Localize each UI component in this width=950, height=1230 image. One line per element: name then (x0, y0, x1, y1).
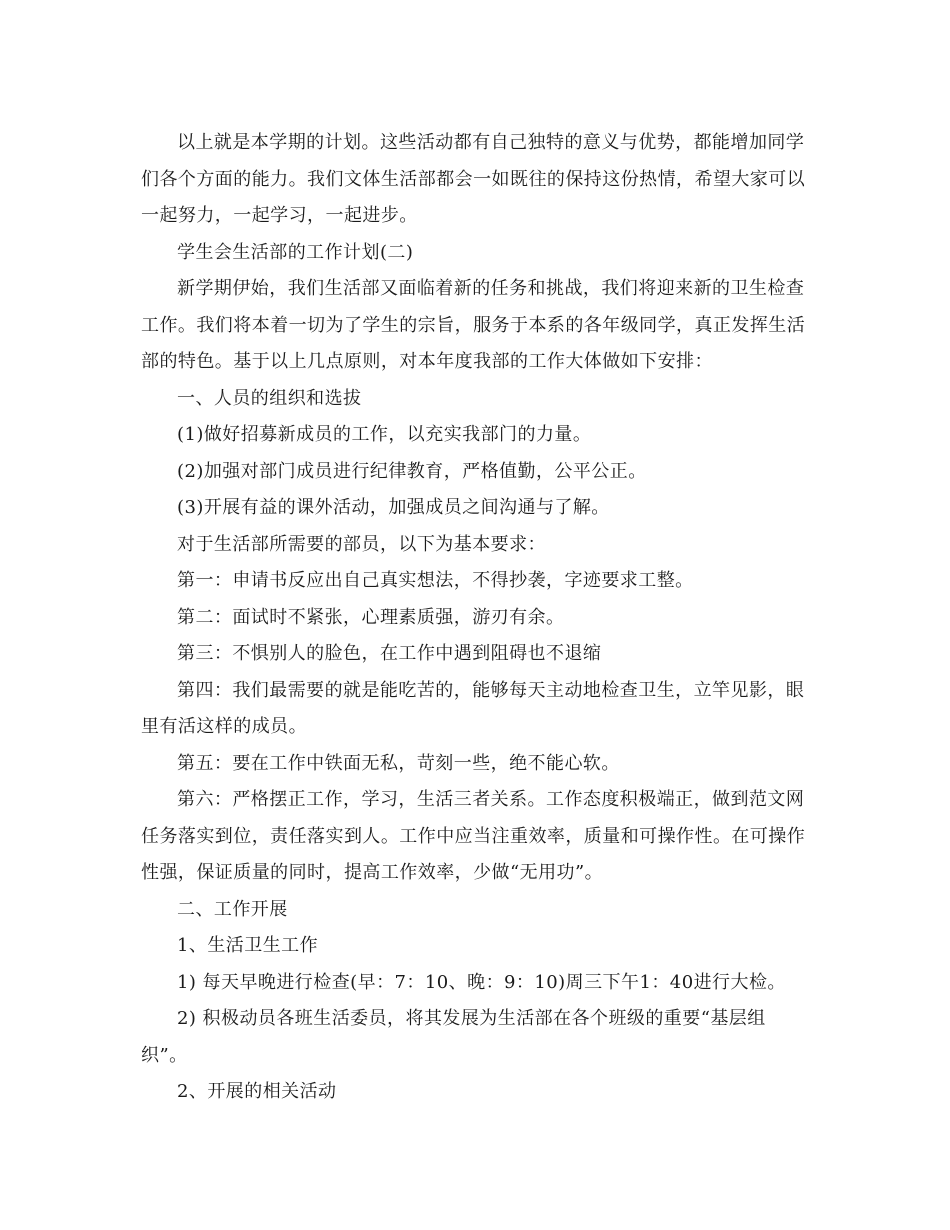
requirement-fourth: 第四：我们最需要的就是能吃苦的，能够每天主动地检查卫生，立竿见影，眼里有活这样的成员。 (141, 679, 805, 737)
document-body (141, 125, 811, 1111)
requirement-first: 第一：申请书反应出自己真实想法，不得抄袭，字迹要求工整。 (177, 570, 694, 591)
requirement-second: 第二：面试时不紧张，心理素质强，游刃有余。 (177, 606, 565, 628)
heading-work-development: 二、工作开展 (177, 898, 288, 920)
list-item-1: (1)做好招募新成员的工作，以充实我部门的力量。 (177, 424, 592, 445)
requirement-fifth: 第五：要在工作中铁面无私，苛刻一些，绝不能心软。 (177, 752, 620, 774)
hygiene-item-2: 2) 积极动员各班生活委员，将其发展为生活部在各个班级的重要“基层组织”。 (141, 1008, 766, 1066)
list-item-2: (2)加强对部门成员进行纪律教育，严格值勤，公平公正。 (177, 460, 647, 482)
list-item-3: (3)开展有益的课外活动，加强成员之间沟通与了解。 (177, 497, 610, 518)
requirement-third: 第三：不惧别人的脸色，在工作中遇到阻碍也不退缩 (177, 643, 602, 664)
requirement-sixth: 第六：严格摆正工作，学习，生活三者关系。工作态度积极端正，做到范文网任务落实到位，责任落实到人。工作中应当注重效率，质量和可操作性。在可操作性强，保证质量的同时，提高工作效率，少做“无用功”。 (141, 789, 806, 883)
heading-staff-selection: 一、人员的组织和选拔 (177, 387, 362, 409)
paragraph-conclusion: 以上就是本学期的计划。这些活动都有自己独特的意义与优势，都能增加同学们各个方面的能力。我们文体生活部都会一如既往的保持这份热情，希望大家可以一起努力，一起学习，一起进步。 (141, 132, 806, 226)
subheading-hygiene-work: 1、生活卫生工作 (177, 935, 319, 956)
hygiene-item-1: 1) 每天早晚进行检查(早：7：10、晚：9：10)周三下午1：40进行大检。 (177, 971, 786, 993)
subheading-related-activities: 2、开展的相关活动 (177, 1081, 337, 1102)
paragraph-intro: 新学期伊始，我们生活部又面临着新的任务和挑战，我们将迎来新的卫生检查工作。我们将本着一切为了学生的宗旨，服务于本系的各年级同学，真正发挥生活部的特色。基于以上几点原则，对本年度我部的工作大体做如下安排： (141, 278, 806, 372)
section-title-plan-two: 学生会生活部的工作计划(二) (177, 241, 414, 263)
paragraph-requirements-intro: 对于生活部所需要的部员，以下为基本要求： (177, 533, 546, 555)
